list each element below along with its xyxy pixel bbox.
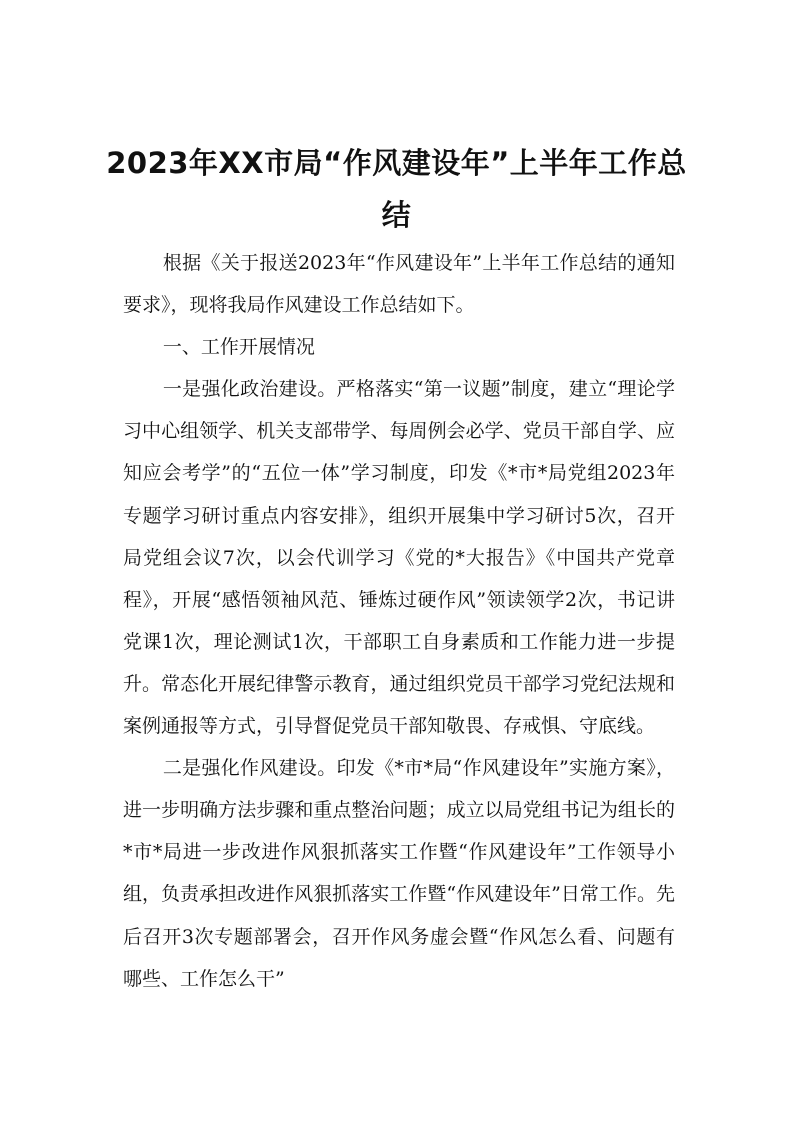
paragraph-intro: 根据《关于报送2023年“作风建设年”上半年工作总结的通知要求》，现将我局作风建设工作总结如下。 (123, 252, 675, 317)
paragraph-style-building: 二是强化作风建设。印发《*市*局“作风建设年”实施方案》，进一步明确方法步骤和重点整治问题；成立以局党组书记为组长的*市*局进一步改进作风狠抓落实工作暨“作风建设年”工作领导小组，负责承担改进作风狠抓落实工作暨“作风建设年”日常工作。先后召开3次专题部署会，召开作风务虚会暨“作风怎么看、问题有哪些、工作怎么干” (123, 757, 675, 990)
document-body (123, 242, 675, 1000)
section-heading-1: 一、工作开展情况 (162, 336, 315, 359)
paragraph-political-building: 一是强化政治建设。严格落实“第一议题”制度，建立“理论学习中心组领学、机关支部带学、每周例会必学、党员干部自学、应知应会考学”的“五位一体”学习制度，印发《*市*局党组2023年专题学习研讨重点内容安排》，组织开展集中学习研讨5次，召开局党组会议7次，以会代训学习《党的*大报告》《中国共产党章程》，开展“感悟领袖风范、锤炼过硬作风”领读领学2次，书记讲党课1次，理论测试1次，干部职工自身素质和工作能力进一步提升。常态化开展纪律警示教育，通过组织党员干部学习党纪法规和案例通报等方式，引导督促党员干部知敬畏、存戒惧、守底线。 (123, 378, 675, 738)
document-title: 2023年XX市局“作风建设年”上半年工作总结 (106, 146, 687, 233)
